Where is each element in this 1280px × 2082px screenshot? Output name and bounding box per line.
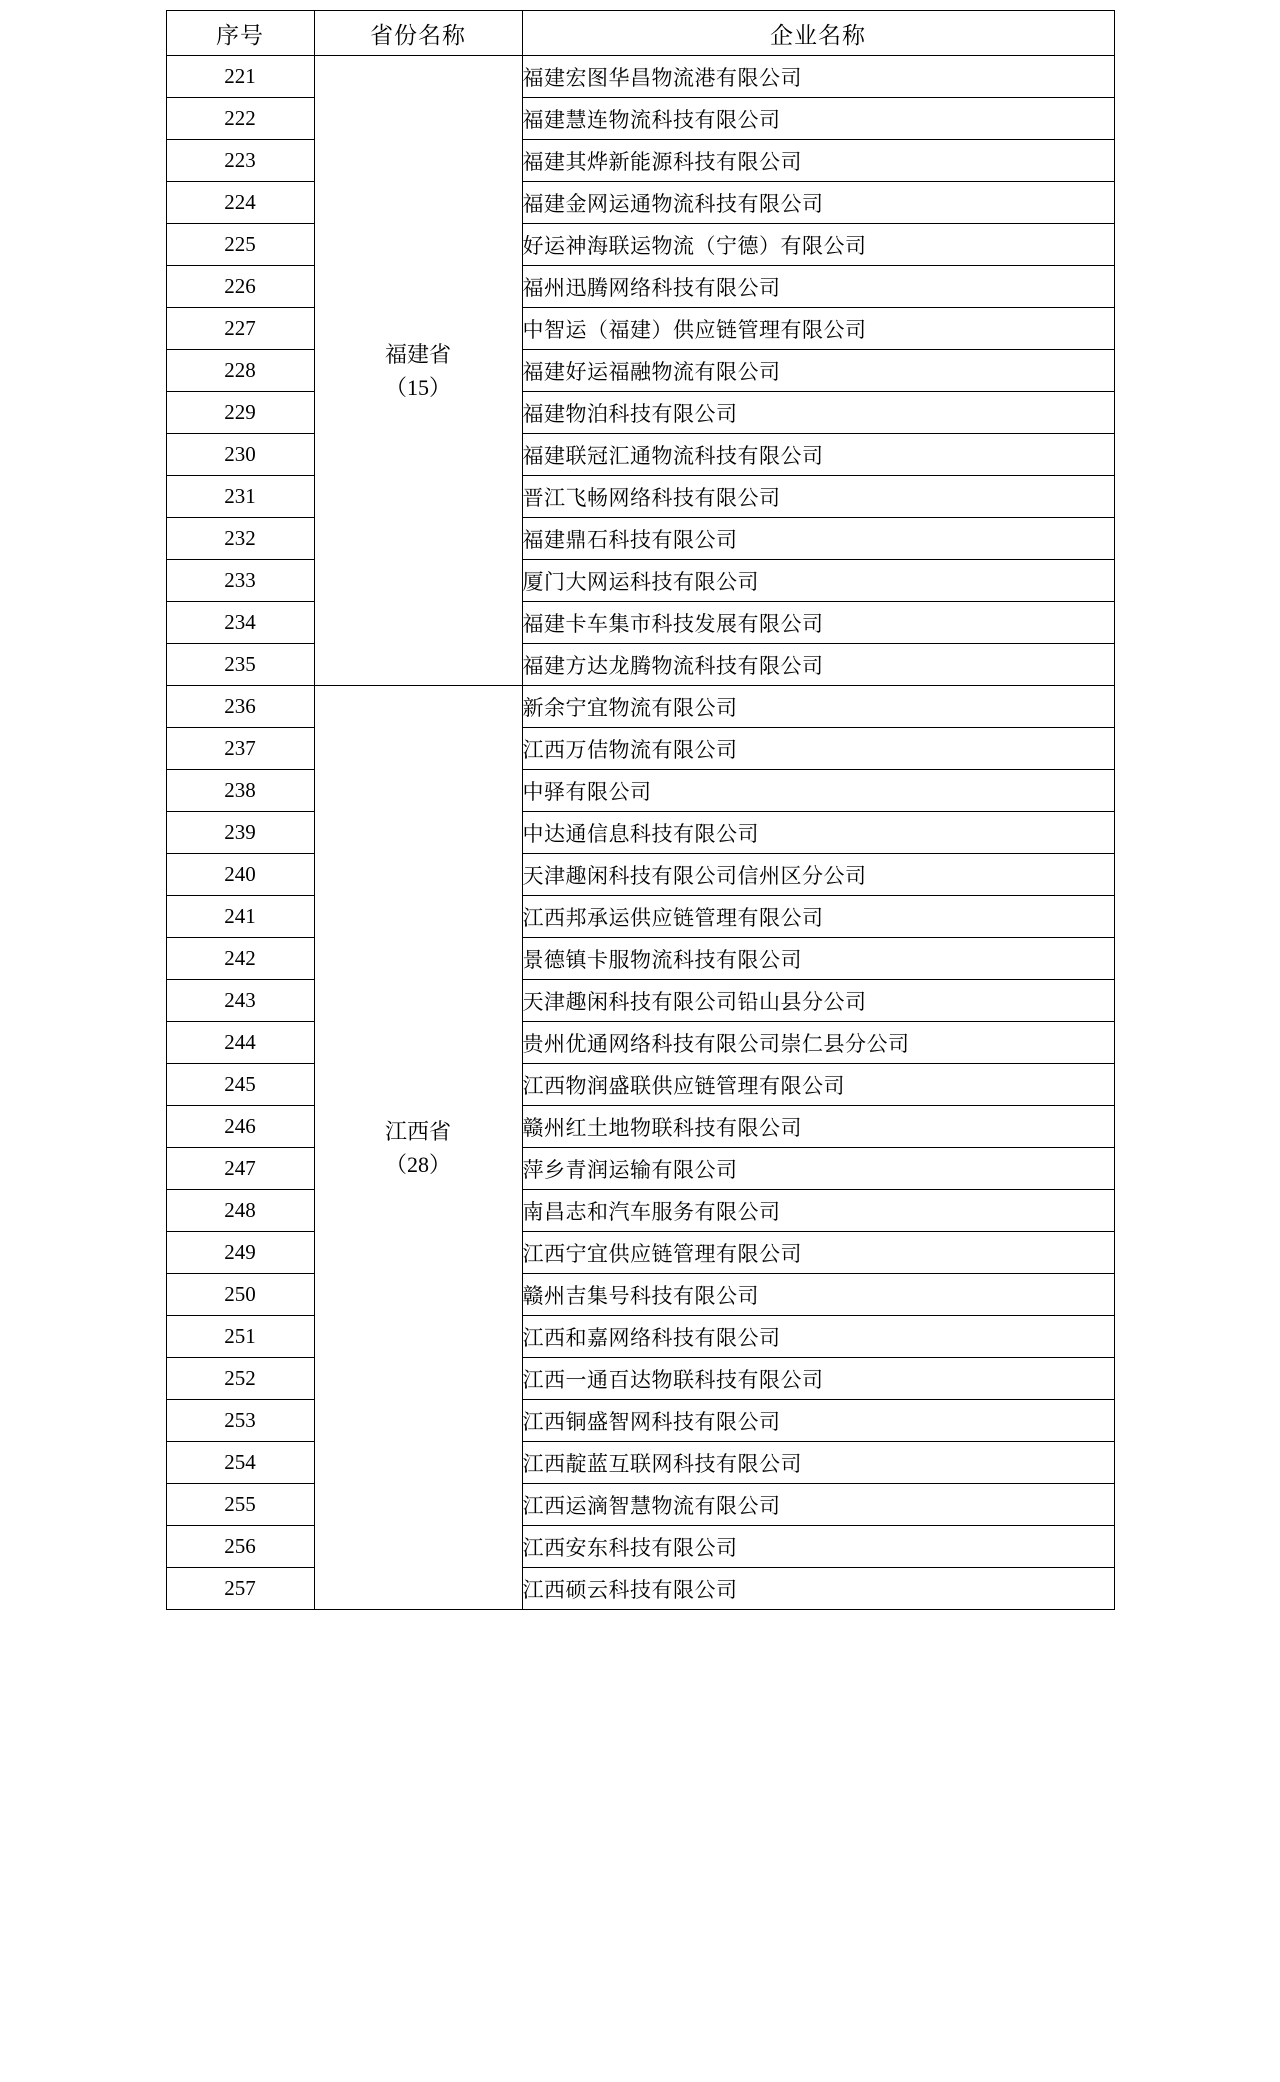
cell-index: 224 — [166, 182, 314, 224]
cell-index: 232 — [166, 518, 314, 560]
cell-enterprise-name: 福建联冠汇通物流科技有限公司 — [522, 434, 1114, 476]
cell-enterprise-name: 好运神海联运物流（宁德）有限公司 — [522, 224, 1114, 266]
cell-index: 234 — [166, 602, 314, 644]
table-row — [166, 1400, 1114, 1442]
cell-enterprise-name: 中达通信息科技有限公司 — [522, 812, 1114, 854]
cell-index: 233 — [166, 560, 314, 602]
table-row — [166, 1526, 1114, 1568]
table-row — [166, 770, 1114, 812]
cell-enterprise-name: 江西运滴智慧物流有限公司 — [522, 1484, 1114, 1526]
cell-index: 252 — [166, 1358, 314, 1400]
table-row — [166, 182, 1114, 224]
province-count: （28） — [384, 1151, 451, 1177]
table-row — [166, 1064, 1114, 1106]
cell-enterprise-name: 天津趣闲科技有限公司信州区分公司 — [522, 854, 1114, 896]
column-header-index: 序号 — [166, 11, 314, 56]
table-row — [166, 56, 1114, 98]
cell-index: 248 — [166, 1190, 314, 1232]
cell-index: 235 — [166, 644, 314, 686]
table-row — [166, 1358, 1114, 1400]
cell-index: 255 — [166, 1484, 314, 1526]
cell-enterprise-name: 江西安东科技有限公司 — [522, 1526, 1114, 1568]
cell-index: 244 — [166, 1022, 314, 1064]
cell-index: 240 — [166, 854, 314, 896]
table-row — [166, 728, 1114, 770]
table-row — [166, 308, 1114, 350]
table-row — [166, 518, 1114, 560]
table-row — [166, 266, 1114, 308]
table-row — [166, 896, 1114, 938]
province-count: （15） — [384, 374, 451, 400]
cell-index: 229 — [166, 392, 314, 434]
table-row — [166, 686, 1114, 728]
table-row — [166, 560, 1114, 602]
cell-index: 249 — [166, 1232, 314, 1274]
cell-enterprise-name: 江西硕云科技有限公司 — [522, 1568, 1114, 1610]
cell-province — [314, 686, 522, 1610]
cell-index: 228 — [166, 350, 314, 392]
cell-index: 245 — [166, 1064, 314, 1106]
table-row — [166, 1316, 1114, 1358]
cell-enterprise-name: 江西一通百达物联科技有限公司 — [522, 1358, 1114, 1400]
cell-index: 251 — [166, 1316, 314, 1358]
cell-enterprise-name: 江西和嘉网络科技有限公司 — [522, 1316, 1114, 1358]
cell-enterprise-name: 福建方达龙腾物流科技有限公司 — [522, 644, 1114, 686]
cell-enterprise-name: 赣州红土地物联科技有限公司 — [522, 1106, 1114, 1148]
cell-index: 254 — [166, 1442, 314, 1484]
cell-enterprise-name: 福建其烨新能源科技有限公司 — [522, 140, 1114, 182]
cell-enterprise-name: 中智运（福建）供应链管理有限公司 — [522, 308, 1114, 350]
cell-index: 241 — [166, 896, 314, 938]
cell-index: 221 — [166, 56, 314, 98]
cell-index: 256 — [166, 1526, 314, 1568]
province-name: 江西省 — [384, 1118, 451, 1144]
cell-index: 257 — [166, 1568, 314, 1610]
table-body — [166, 56, 1114, 1610]
table-row — [166, 224, 1114, 266]
cell-enterprise-name: 福建金网运通物流科技有限公司 — [522, 182, 1114, 224]
enterprise-table — [166, 10, 1115, 1610]
table-row — [166, 1106, 1114, 1148]
table-row — [166, 392, 1114, 434]
cell-index: 246 — [166, 1106, 314, 1148]
cell-enterprise-name: 福建物泊科技有限公司 — [522, 392, 1114, 434]
cell-index: 223 — [166, 140, 314, 182]
cell-index: 227 — [166, 308, 314, 350]
cell-enterprise-name: 江西靛蓝互联网科技有限公司 — [522, 1442, 1114, 1484]
cell-enterprise-name: 江西邦承运供应链管理有限公司 — [522, 896, 1114, 938]
cell-enterprise-name: 福建宏图华昌物流港有限公司 — [522, 56, 1114, 98]
table-row — [166, 1568, 1114, 1610]
cell-index: 222 — [166, 98, 314, 140]
table-row — [166, 476, 1114, 518]
cell-index: 243 — [166, 980, 314, 1022]
cell-enterprise-name: 江西铜盛智网科技有限公司 — [522, 1400, 1114, 1442]
table-row — [166, 1190, 1114, 1232]
cell-index: 230 — [166, 434, 314, 476]
cell-index: 225 — [166, 224, 314, 266]
table-row — [166, 1232, 1114, 1274]
cell-enterprise-name: 江西物润盛联供应链管理有限公司 — [522, 1064, 1114, 1106]
table-header — [166, 11, 1114, 56]
cell-index: 247 — [166, 1148, 314, 1190]
cell-index: 253 — [166, 1400, 314, 1442]
table-row — [166, 980, 1114, 1022]
cell-enterprise-name: 中驿有限公司 — [522, 770, 1114, 812]
table-row — [166, 602, 1114, 644]
cell-enterprise-name: 福建好运福融物流有限公司 — [522, 350, 1114, 392]
cell-enterprise-name: 南昌志和汽车服务有限公司 — [522, 1190, 1114, 1232]
table-row — [166, 1442, 1114, 1484]
province-name: 福建省 — [384, 341, 451, 367]
cell-enterprise-name: 天津趣闲科技有限公司铅山县分公司 — [522, 980, 1114, 1022]
cell-enterprise-name: 福建鼎石科技有限公司 — [522, 518, 1114, 560]
table-row — [166, 434, 1114, 476]
table-row — [166, 98, 1114, 140]
cell-enterprise-name: 晋江飞畅网络科技有限公司 — [522, 476, 1114, 518]
table-row — [166, 644, 1114, 686]
column-header-enterprise: 企业名称 — [522, 11, 1114, 56]
cell-enterprise-name: 贵州优通网络科技有限公司崇仁县分公司 — [522, 1022, 1114, 1064]
cell-index: 237 — [166, 728, 314, 770]
cell-index: 226 — [166, 266, 314, 308]
table-row — [166, 938, 1114, 980]
cell-enterprise-name: 福州迅腾网络科技有限公司 — [522, 266, 1114, 308]
cell-index: 238 — [166, 770, 314, 812]
table-row — [166, 350, 1114, 392]
cell-enterprise-name: 江西万佶物流有限公司 — [522, 728, 1114, 770]
cell-enterprise-name: 景德镇卡服物流科技有限公司 — [522, 938, 1114, 980]
cell-index: 231 — [166, 476, 314, 518]
table-row — [166, 1022, 1114, 1064]
cell-enterprise-name: 福建卡车集市科技发展有限公司 — [522, 602, 1114, 644]
cell-enterprise-name: 江西宁宜供应链管理有限公司 — [522, 1232, 1114, 1274]
table-row — [166, 1274, 1114, 1316]
cell-enterprise-name: 新余宁宜物流有限公司 — [522, 686, 1114, 728]
cell-enterprise-name: 福建慧连物流科技有限公司 — [522, 98, 1114, 140]
cell-index: 242 — [166, 938, 314, 980]
cell-index: 239 — [166, 812, 314, 854]
table-row — [166, 1148, 1114, 1190]
table-row — [166, 1484, 1114, 1526]
table-row — [166, 854, 1114, 896]
table-header-row — [166, 11, 1114, 56]
cell-index: 250 — [166, 1274, 314, 1316]
column-header-province: 省份名称 — [314, 11, 522, 56]
table-row — [166, 812, 1114, 854]
cell-enterprise-name: 厦门大网运科技有限公司 — [522, 560, 1114, 602]
cell-enterprise-name: 赣州吉集号科技有限公司 — [522, 1274, 1114, 1316]
cell-province — [314, 56, 522, 686]
cell-enterprise-name: 萍乡青润运输有限公司 — [522, 1148, 1114, 1190]
table-row — [166, 140, 1114, 182]
cell-index: 236 — [166, 686, 314, 728]
